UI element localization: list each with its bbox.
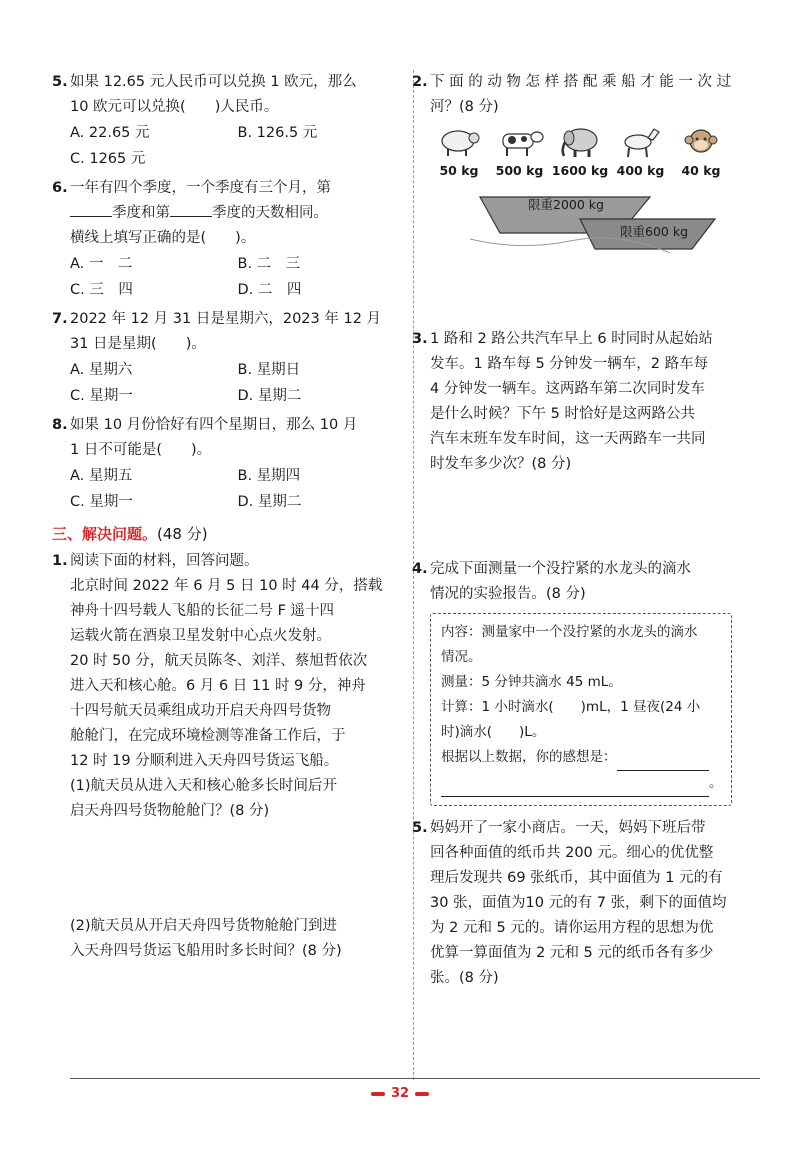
period: 。	[709, 775, 723, 791]
material-text: 20 时 50 分，航天员陈冬、刘洋、蔡旭哲依次	[70, 653, 368, 669]
answer-line[interactable]	[617, 745, 709, 771]
page-number	[0, 1086, 800, 1101]
question-text: 妈妈开了一家小商店。一天，妈妈下班后带	[430, 820, 706, 836]
problem-3	[412, 327, 765, 477]
question-text: 31 日是星期( )。	[70, 336, 206, 352]
question-number: 7.	[52, 311, 68, 327]
question-text: 一年有四个季度，一个季度有三个月，第	[70, 180, 331, 196]
problem-5	[412, 816, 765, 991]
animal-weight: 40 kg	[681, 163, 721, 178]
sub-question-1: (1)航天员从进入天和核心舱多长时间后开	[70, 778, 338, 794]
problem-4	[412, 557, 765, 806]
material-text: 北京时间 2022 年 6 月 5 日 10 时 44 分，搭载	[70, 578, 383, 594]
option-d: D. 星期二	[237, 388, 302, 404]
animal-weight: 1600 kg	[551, 163, 609, 178]
question-number: 6.	[52, 180, 68, 196]
options-row	[70, 383, 405, 409]
report-line: 内容：测量家中一个没拧紧的水龙头的滴水	[441, 624, 698, 640]
sub-question-2: 入天舟四号货运飞船用时多长时间？(8 分)	[70, 943, 342, 959]
report-line: 时)滴水( )L。	[441, 724, 546, 740]
section-title	[52, 521, 405, 547]
option-a: A. 一 二	[70, 256, 133, 272]
question-text: 下 面 的 动 物 怎 样 搭 配 乘 船 才 能 一 次 过	[430, 74, 732, 90]
question-6	[52, 176, 405, 303]
question-number: 5.	[412, 820, 428, 836]
question-text: 汽车末班车发车时间，这一天两路车一共同	[430, 431, 706, 447]
question-text: 完成下面测量一个没拧紧的水龙头的滴水	[430, 561, 691, 577]
animal-row	[430, 126, 730, 183]
left-column	[52, 70, 405, 964]
animal-cow	[491, 126, 549, 183]
option-a: A. 星期五	[70, 468, 133, 484]
option-b: B. 星期日	[237, 362, 301, 378]
monkey-icon	[681, 126, 721, 158]
options-row	[70, 357, 405, 383]
report-line	[441, 771, 721, 797]
question-text: 时发车多少次？(8 分)	[430, 456, 572, 472]
option-c: C. 1265 元	[70, 151, 146, 167]
fill-blank[interactable]	[70, 202, 112, 217]
material-text: 运载火箭在酒泉卫星发射中心点火发射。	[70, 628, 331, 644]
options-row	[70, 489, 405, 515]
question-text: 回各种面值的纸币共 200 元。细心的优优整	[430, 845, 714, 861]
option-c: C. 三 四	[70, 282, 133, 298]
cow-icon	[495, 126, 545, 158]
question-8	[52, 413, 405, 515]
question-text: 情况的实验报告。(8 分)	[430, 586, 586, 602]
options-row	[70, 146, 405, 172]
question-text: 4 分钟发一辆车。这两路车第二次同时发车	[430, 381, 705, 397]
material-text: 进入天和核心舱。6 月 6 日 11 时 9 分，神舟	[70, 678, 366, 694]
report-prompt: 根据以上数据，你的感想是：	[441, 749, 617, 765]
question-text	[70, 201, 405, 226]
elephant-icon	[555, 126, 605, 158]
problem-2	[412, 70, 765, 259]
question-text: 1 日不可能是( )。	[70, 442, 212, 458]
question-number: 2.	[412, 74, 428, 90]
section-title-text: 三、解决问题。	[52, 525, 158, 543]
question-5	[52, 70, 405, 172]
material-text: 12 时 19 分顺利进入天舟四号货运飞船。	[70, 753, 339, 769]
question-text: 张。(8 分)	[430, 970, 499, 986]
answer-space[interactable]	[70, 824, 405, 914]
page-number-text: 32	[390, 1086, 410, 1101]
options-row	[70, 120, 405, 146]
question-text: 优算一算面值为 2 元和 5 元的纸币各有多少	[430, 945, 714, 961]
animal-weight: 500 kg	[495, 163, 544, 178]
animal-monkey	[672, 126, 730, 183]
question-text: 是什么时候？下午 5 时恰好是这两路公共	[430, 406, 695, 422]
question-text: 阅读下面的材料，回答问题。	[70, 553, 259, 569]
option-c: C. 星期一	[70, 494, 133, 510]
page-number-bar	[415, 1092, 429, 1096]
problem-1	[52, 549, 405, 964]
options-row	[70, 277, 405, 303]
question-number: 1.	[52, 553, 68, 569]
report-line: 情况。	[441, 649, 482, 665]
right-column	[412, 70, 765, 991]
footer-rule	[70, 1078, 760, 1079]
report-line: 计算：1 小时滴水( )mL，1 昼夜(24 小	[441, 699, 701, 715]
question-text: 发车。1 路车每 5 分钟发一辆车，2 路车每	[430, 356, 709, 372]
option-a: A. 22.65 元	[70, 125, 150, 141]
question-text: 河？(8 分)	[430, 99, 499, 115]
option-b: B. 星期四	[237, 468, 301, 484]
question-number: 5.	[52, 74, 68, 90]
page-number-bar	[371, 1092, 385, 1096]
question-number: 3.	[412, 331, 428, 347]
sheep-icon	[436, 126, 482, 158]
animal-horse	[612, 126, 670, 183]
option-d: D. 二 四	[237, 282, 302, 298]
option-b: B. 126.5 元	[237, 125, 318, 141]
question-number: 4.	[412, 561, 428, 577]
question-text-part: 季度的天数相同。	[212, 205, 328, 221]
question-text: 如果 12.65 元人民币可以兑换 1 欧元，那么	[70, 74, 357, 90]
question-text: 2022 年 12 月 31 日是星期六，2023 年 12 月	[70, 311, 382, 327]
material-text: 神舟十四号载人飞船的长征二号 F 遥十四	[70, 603, 335, 619]
boat-limit-label: 限重600 kg	[620, 224, 689, 239]
question-text: 1 路和 2 路公共汽车早上 6 时同时从起始站	[430, 331, 713, 347]
option-b: B. 二 三	[237, 256, 301, 272]
question-text: 为 2 元和 5 元的。请你运用方程的思想为优	[430, 920, 714, 936]
material-text: 舱舱门，在完成环境检测等准备工作后，于	[70, 728, 346, 744]
question-text: 如果 10 月份恰好有四个星期日，那么 10 月	[70, 417, 358, 433]
sub-question-1: 启天舟四号货物舱舱门？(8 分)	[70, 803, 270, 819]
boat-limit-label: 限重2000 kg	[528, 197, 604, 212]
option-a: A. 星期六	[70, 362, 133, 378]
question-text: 10 欧元可以兑换( )人民币。	[70, 99, 279, 115]
option-d: D. 星期二	[237, 494, 302, 510]
sub-question-2: (2)航天员从开启天舟四号货物舱舱门到进	[70, 918, 338, 934]
fill-blank[interactable]	[170, 202, 212, 217]
animal-weight: 400 kg	[616, 163, 665, 178]
option-c: C. 星期一	[70, 388, 133, 404]
animal-sheep	[430, 126, 488, 183]
section-points: (48 分)	[157, 525, 208, 543]
question-text-part: 季度和第	[112, 205, 170, 221]
material-text: 十四号航天员乘组成功开启天舟四号货物	[70, 703, 331, 719]
horse-icon	[618, 126, 664, 158]
question-text: 理后发现共 69 张纸币，其中面值为 1 元的有	[430, 870, 723, 886]
question-7	[52, 307, 405, 409]
animal-weight: 50 kg	[439, 163, 479, 178]
boats-illustration	[430, 189, 730, 259]
animal-elephant	[551, 126, 609, 183]
question-text: 横线上填写正确的是( )。	[70, 230, 256, 246]
question-number: 8.	[52, 417, 68, 433]
report-line: 测量：5 分钟共滴水 45 mL。	[441, 674, 622, 690]
question-text: 30 张，面值为10 元的有 7 张，剩下的面值均	[430, 895, 727, 911]
options-row	[70, 251, 405, 277]
report-line	[441, 745, 721, 771]
options-row	[70, 463, 405, 489]
answer-line[interactable]	[441, 771, 709, 797]
report-box	[430, 613, 732, 806]
